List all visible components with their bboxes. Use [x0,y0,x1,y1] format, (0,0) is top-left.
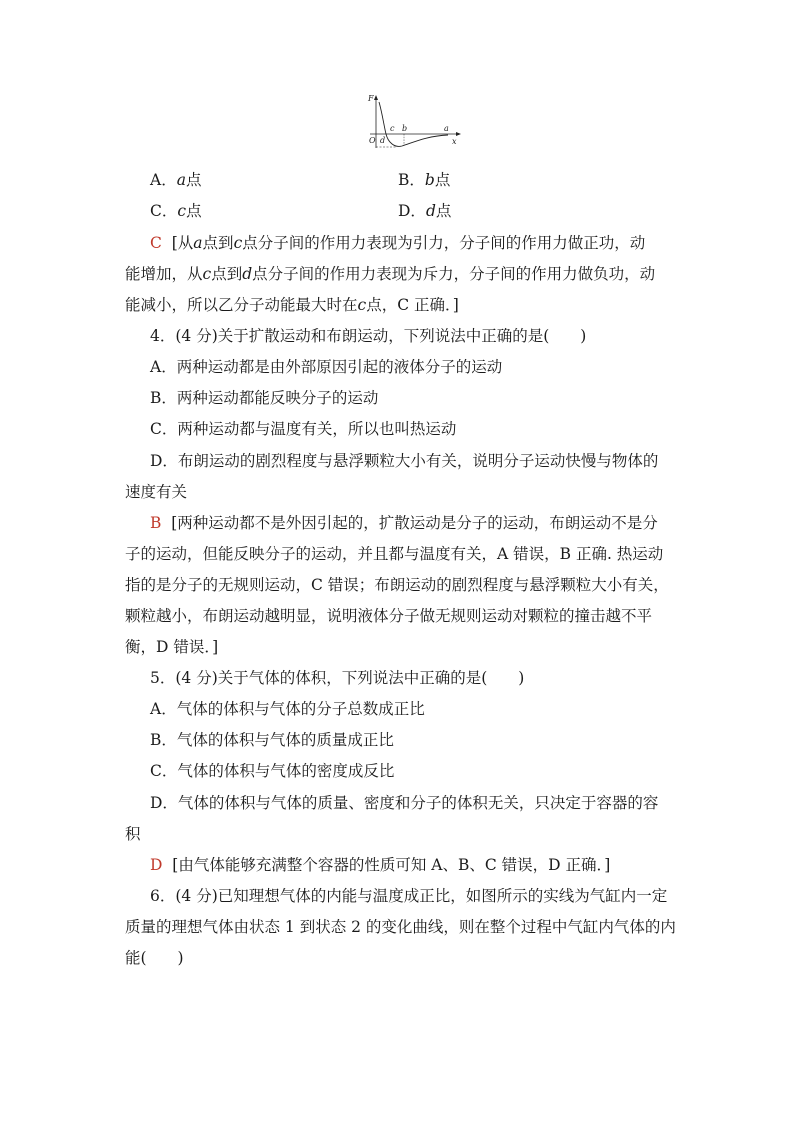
q3-explanation-line-1 [150,233,645,253]
q3-option-c [150,201,202,221]
var: c [233,234,243,252]
option-suffix: 点 [434,171,451,189]
q3-option-b [398,170,450,190]
option-suffix: 点 [186,202,202,220]
option-letter: C． [150,202,178,220]
point-label-b: b [402,124,408,133]
origin-label: O [369,136,376,145]
option-letter: B． [398,171,425,189]
q5-option-a: A．气体的体积与气体的分子总数成正比 [150,700,425,718]
q4-option-d: D．布朗运动的剧烈程度与悬浮颗粒大小有关，说明分子运动快慢与物体的 [150,452,659,470]
option-suffix: 点 [185,171,202,189]
var: a [193,234,203,252]
option-var: d [425,202,436,220]
text: 点分子间的作用力表现为引力，分子间的作用力做正功，动 [242,234,646,252]
q3-option-d [398,201,451,221]
var: c [202,265,212,283]
q3-answer-letter: C [150,234,162,252]
q5-option-c: C．气体的体积与气体的密度成反比 [150,762,395,780]
option-letter: A． [150,171,177,189]
point-label-d: d [380,136,386,145]
q4-explanation-line-5: 衡，D 错误．] [125,638,219,656]
q6-stem-line-1: 6．(4 分)已知理想气体的内能与温度成正比，如图所示的实线为气缸内一定 [150,887,668,905]
axis-x-label: x [452,137,457,146]
option-var: c [177,202,187,220]
text: 点到 [211,265,243,283]
q4-option-a: A．两种运动都是由外部原因引起的液体分子的运动 [150,358,503,376]
text: 点分子间的作用力表现为斥力，分子间的作用力做负功，动 [252,265,656,283]
option-suffix: 点 [435,202,452,220]
q5-answer-letter: D [150,856,163,874]
option-var: b [424,171,435,189]
q4-option-c: C．两种运动都与温度有关，所以也叫热运动 [150,420,457,438]
text: 点到 [202,234,234,252]
text: [由气体能够充满整个容器的性质可知 A、B、C 错误，D 正确．] [172,856,611,874]
point-label-c: c [390,124,395,133]
q4-explanation-line-2: 子的运动，但能反映分子的运动，并且都与温度有关，A 错误，B 正确. 热运动 [125,545,664,563]
x-axis-arrow [456,132,461,136]
q4-explanation-line-1 [150,513,658,533]
text: [从 [171,234,194,252]
var: d [242,265,253,283]
q4-stem: 4．(4 分)关于扩散运动和布朗运动，下列说法中正确的是( ) [150,327,587,345]
q4-explanation-line-3: 指的是分子的无规则运动，C 错误；布朗运动的剧烈程度与悬浮颗粒大小有关， [125,576,669,594]
point-label-a: a [444,124,449,133]
q6-stem-line-2: 质量的理想气体由状态 1 到状态 2 的变化曲线，则在整个过程中气缸内气体的内 [125,918,676,936]
q5-option-d: D．气体的体积与气体的质量、密度和分子的体积无关，只决定于容器的容 [150,794,659,812]
y-axis-arrow [374,95,378,100]
text: 点，C 正确．] [366,296,459,314]
q5-explanation [150,855,610,875]
text: [两种运动都不是外因引起的，扩散运动是分子的运动，布朗运动不是分 [171,514,658,532]
q4-explanation-line-4: 颗粒越小，布朗运动越明显，说明液体分子做无规则运动对颗粒的撞击越不平 [125,607,653,625]
q3-explanation-line-2 [125,264,655,284]
q4-answer-letter: B [150,514,162,532]
q5-option-b: B．气体的体积与气体的质量成正比 [150,731,394,749]
option-var: a [176,171,186,189]
q3-explanation-line-3 [125,295,459,315]
q5-stem: 5．(4 分)关于气体的体积，下列说法中正确的是( ) [150,669,525,687]
text: 能增加，从 [125,265,203,283]
axis-y-label: F [368,94,374,103]
force-distance-figure [366,92,462,152]
q6-stem-line-3: 能( ) [125,949,184,967]
q4-option-b: B．两种运动都能反映分子的运动 [150,389,379,407]
var: c [357,296,367,314]
q3-option-a [150,170,201,190]
option-letter: D． [398,202,426,220]
q4-option-d-cont: 速度有关 [125,483,188,501]
text: 能减小，所以乙分子动能最大时在 [125,296,358,314]
q5-option-d-cont: 积 [125,825,141,843]
